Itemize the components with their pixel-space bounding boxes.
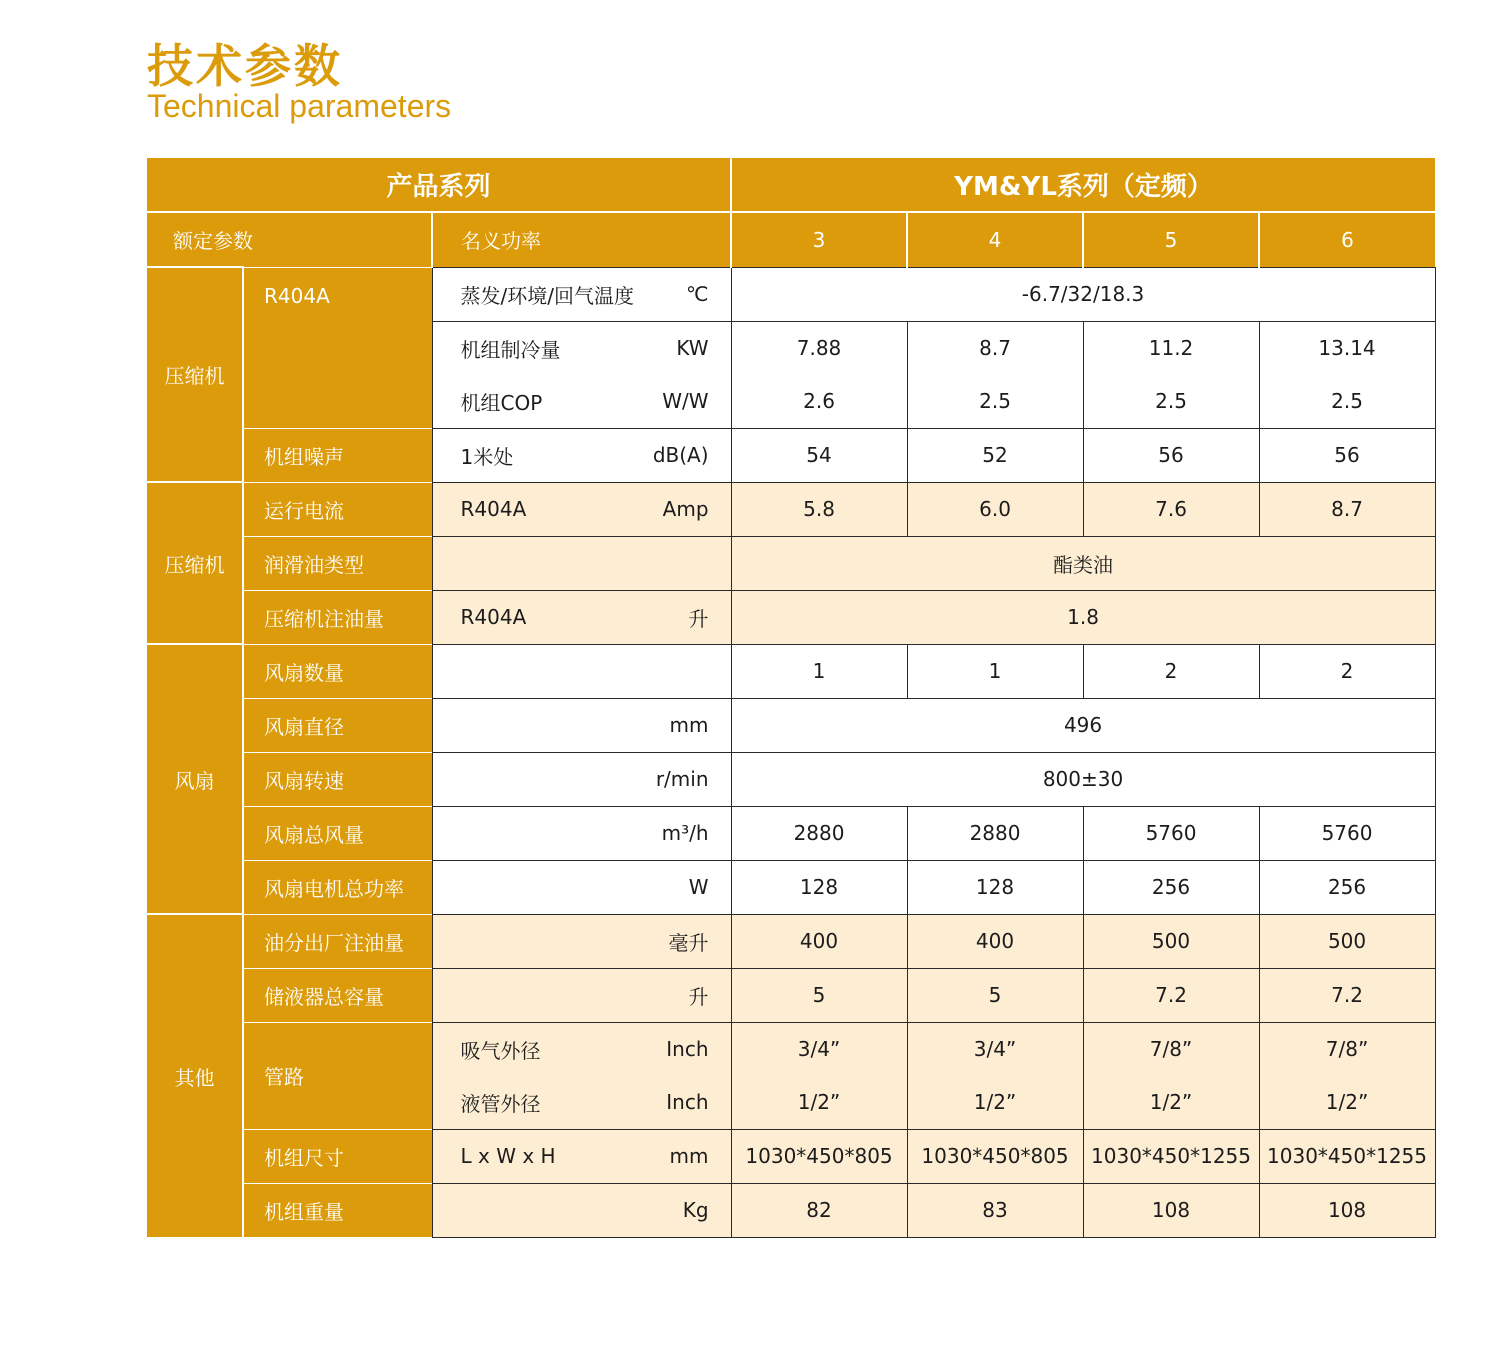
row-unit: 毫升 bbox=[668, 930, 709, 955]
row-unit: 升 bbox=[688, 606, 709, 631]
row-label: 吸气外径 bbox=[460, 1038, 541, 1063]
table-row bbox=[147, 1183, 1435, 1237]
pipe-cell bbox=[731, 1022, 907, 1129]
table-row bbox=[147, 914, 1435, 968]
current-value: 5.8 bbox=[731, 482, 907, 536]
fan-speed-unit-cell bbox=[432, 752, 731, 806]
table-row bbox=[147, 428, 1435, 482]
cooling-value: 7.88 bbox=[796, 336, 842, 360]
table-row bbox=[147, 644, 1435, 698]
table-row bbox=[147, 158, 1435, 212]
temp-value: -6.7/32/18.3 bbox=[731, 267, 1435, 321]
current-value: 6.0 bbox=[907, 482, 1083, 536]
product-series-value: YM&YL系列（定频） bbox=[731, 158, 1435, 212]
cooling-cop-cell bbox=[1259, 321, 1435, 428]
receiver-value: 5 bbox=[731, 968, 907, 1022]
receiver-label: 储液器总容量 bbox=[243, 968, 432, 1022]
cop-value: 2.5 bbox=[1155, 389, 1187, 413]
table-row bbox=[147, 1129, 1435, 1183]
current-label: 运行电流 bbox=[243, 482, 432, 536]
page-title: 技术参数 bbox=[147, 39, 343, 93]
oil-sep-unit-cell bbox=[432, 914, 731, 968]
fan-power-value: 256 bbox=[1083, 860, 1259, 914]
row-unit: Amp bbox=[662, 497, 709, 521]
fan-air-label: 风扇总风量 bbox=[243, 806, 432, 860]
table-row bbox=[147, 860, 1435, 914]
row-unit: r/min bbox=[655, 767, 709, 791]
row-label: 机组COP bbox=[460, 390, 543, 415]
cooling-value: 8.7 bbox=[979, 336, 1011, 360]
fan-dia-label: 风扇直径 bbox=[243, 698, 432, 752]
group-label: 其他 bbox=[147, 914, 243, 1237]
group-label: 压缩机 bbox=[147, 267, 243, 482]
model-header: 5 bbox=[1083, 212, 1259, 267]
oil-sep-value: 500 bbox=[1083, 914, 1259, 968]
size-unit-cell bbox=[432, 1129, 731, 1183]
liquid-value: 1/2” bbox=[1325, 1090, 1369, 1114]
size-value: 1030*450*1255 bbox=[1259, 1129, 1435, 1183]
table-row bbox=[147, 968, 1435, 1022]
receiver-value: 7.2 bbox=[1083, 968, 1259, 1022]
fan-air-value: 2880 bbox=[731, 806, 907, 860]
oil-sep-value: 400 bbox=[907, 914, 1083, 968]
row-label: 液管外径 bbox=[460, 1091, 541, 1116]
row-label: L x W x H bbox=[460, 1144, 556, 1168]
cooling-cop-label-cell bbox=[432, 321, 731, 428]
pipe-unit-cell bbox=[432, 1022, 731, 1129]
size-value: 1030*450*805 bbox=[731, 1129, 907, 1183]
table-row bbox=[147, 267, 1435, 321]
cooling-cop-cell bbox=[731, 321, 907, 428]
weight-value: 108 bbox=[1083, 1183, 1259, 1237]
fan-dia-unit-cell bbox=[432, 698, 731, 752]
noise-value: 54 bbox=[731, 428, 907, 482]
oil-type-label: 润滑油类型 bbox=[243, 536, 432, 590]
spec-table bbox=[147, 158, 1436, 1238]
noise-value: 56 bbox=[1083, 428, 1259, 482]
fan-speed-value: 800±30 bbox=[731, 752, 1435, 806]
fan-air-value: 2880 bbox=[907, 806, 1083, 860]
liquid-value: 1/2” bbox=[1149, 1090, 1193, 1114]
pipe-label: 管路 bbox=[243, 1022, 432, 1129]
suction-value: 7/8” bbox=[1325, 1037, 1369, 1061]
fan-qty-label: 风扇数量 bbox=[243, 644, 432, 698]
row-unit: 升 bbox=[688, 984, 709, 1009]
weight-value: 82 bbox=[731, 1183, 907, 1237]
table-row bbox=[147, 482, 1435, 536]
temp-label-cell bbox=[432, 267, 731, 321]
cop-value: 2.5 bbox=[1331, 389, 1363, 413]
pipe-cell bbox=[907, 1022, 1083, 1129]
row-unit: W/W bbox=[662, 389, 709, 413]
model-header: 6 bbox=[1259, 212, 1435, 267]
weight-label: 机组重量 bbox=[243, 1183, 432, 1237]
group-label: 压缩机 bbox=[147, 482, 243, 644]
table-row bbox=[147, 590, 1435, 644]
receiver-unit-cell bbox=[432, 968, 731, 1022]
fan-power-value: 128 bbox=[907, 860, 1083, 914]
row-label: R404A bbox=[460, 605, 527, 629]
oil-sep-value: 400 bbox=[731, 914, 907, 968]
model-header: 4 bbox=[907, 212, 1083, 267]
fan-qty-value: 2 bbox=[1259, 644, 1435, 698]
oil-type-unit-cell bbox=[432, 536, 731, 590]
product-series-label: 产品系列 bbox=[147, 158, 731, 212]
fan-air-value: 5760 bbox=[1083, 806, 1259, 860]
row-unit: mm bbox=[669, 1144, 709, 1168]
size-label: 机组尺寸 bbox=[243, 1129, 432, 1183]
fan-qty-value: 1 bbox=[907, 644, 1083, 698]
size-value: 1030*450*1255 bbox=[1083, 1129, 1259, 1183]
cooling-cop-cell bbox=[907, 321, 1083, 428]
weight-unit-cell bbox=[432, 1183, 731, 1237]
refrigerant-label: R404A bbox=[243, 267, 432, 428]
row-unit: W bbox=[688, 875, 709, 899]
oil-sep-value: 500 bbox=[1259, 914, 1435, 968]
noise-value: 52 bbox=[907, 428, 1083, 482]
nominal-power-label: 名义功率 bbox=[432, 212, 731, 267]
noise-value: 56 bbox=[1259, 428, 1435, 482]
cooling-value: 13.14 bbox=[1318, 336, 1376, 360]
noise-unit-cell bbox=[432, 428, 731, 482]
group-label: 风扇 bbox=[147, 644, 243, 914]
oil-fill-label: 压缩机注油量 bbox=[243, 590, 432, 644]
cop-value: 2.5 bbox=[979, 389, 1011, 413]
liquid-value: 1/2” bbox=[973, 1090, 1017, 1114]
size-value: 1030*450*805 bbox=[907, 1129, 1083, 1183]
weight-value: 83 bbox=[907, 1183, 1083, 1237]
current-value: 8.7 bbox=[1259, 482, 1435, 536]
table-row bbox=[147, 536, 1435, 590]
noise-label: 机组噪声 bbox=[243, 428, 432, 482]
row-label: 机组制冷量 bbox=[460, 337, 561, 362]
row-label: 1米处 bbox=[460, 444, 514, 469]
rated-params-label: 额定参数 bbox=[147, 212, 432, 267]
fan-air-unit-cell bbox=[432, 806, 731, 860]
row-unit: Inch bbox=[666, 1037, 709, 1061]
fan-air-value: 5760 bbox=[1259, 806, 1435, 860]
suction-value: 3/4” bbox=[973, 1037, 1017, 1061]
weight-value: 108 bbox=[1259, 1183, 1435, 1237]
pipe-cell bbox=[1259, 1022, 1435, 1129]
fan-speed-label: 风扇转速 bbox=[243, 752, 432, 806]
row-unit: Kg bbox=[682, 1198, 709, 1222]
page-subtitle: Technical parameters bbox=[147, 88, 452, 124]
fan-qty-unit-cell bbox=[432, 644, 731, 698]
oil-sep-label: 油分出厂注油量 bbox=[243, 914, 432, 968]
receiver-value: 5 bbox=[907, 968, 1083, 1022]
row-unit: Inch bbox=[666, 1090, 709, 1114]
fan-power-value: 128 bbox=[731, 860, 907, 914]
fan-qty-value: 1 bbox=[731, 644, 907, 698]
row-unit: KW bbox=[676, 336, 709, 360]
row-unit: dB(A) bbox=[652, 443, 709, 467]
oil-type-value: 酯类油 bbox=[731, 536, 1435, 590]
current-unit-cell bbox=[432, 482, 731, 536]
current-value: 7.6 bbox=[1083, 482, 1259, 536]
row-unit: m³/h bbox=[661, 821, 709, 845]
table-row bbox=[147, 752, 1435, 806]
row-unit: mm bbox=[669, 713, 709, 737]
row-label: R404A bbox=[460, 497, 527, 521]
pipe-cell bbox=[1083, 1022, 1259, 1129]
suction-value: 3/4” bbox=[797, 1037, 841, 1061]
cooling-value: 11.2 bbox=[1148, 336, 1194, 360]
fan-dia-value: 496 bbox=[731, 698, 1435, 752]
row-unit: ℃ bbox=[686, 282, 709, 306]
suction-value: 7/8” bbox=[1149, 1037, 1193, 1061]
fan-power-value: 256 bbox=[1259, 860, 1435, 914]
fan-power-unit-cell bbox=[432, 860, 731, 914]
liquid-value: 1/2” bbox=[797, 1090, 841, 1114]
cop-value: 2.6 bbox=[803, 389, 835, 413]
table-row bbox=[147, 806, 1435, 860]
receiver-value: 7.2 bbox=[1259, 968, 1435, 1022]
fan-qty-value: 2 bbox=[1083, 644, 1259, 698]
oil-fill-value: 1.8 bbox=[731, 590, 1435, 644]
cooling-cop-cell bbox=[1083, 321, 1259, 428]
table-row bbox=[147, 698, 1435, 752]
table-row bbox=[147, 212, 1435, 267]
fan-power-label: 风扇电机总功率 bbox=[243, 860, 432, 914]
row-label: 蒸发/环境/回气温度 bbox=[460, 283, 634, 308]
oil-fill-unit-cell bbox=[432, 590, 731, 644]
model-header: 3 bbox=[731, 212, 907, 267]
